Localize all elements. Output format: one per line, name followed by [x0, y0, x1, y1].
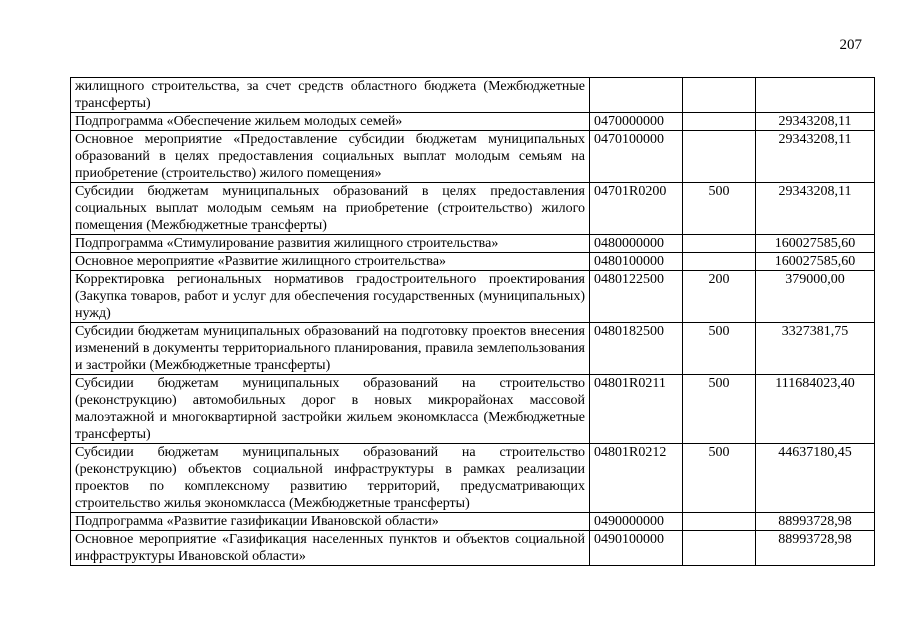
- amount-cell: 3327381,75: [756, 323, 875, 375]
- expense-type-cell: 200: [683, 271, 756, 323]
- expense-type-cell: [683, 253, 756, 271]
- amount-cell: 160027585,60: [756, 235, 875, 253]
- table-row: [71, 323, 875, 375]
- target-code-cell: 0470100000: [590, 131, 683, 183]
- amount-cell: 29343208,11: [756, 113, 875, 131]
- expense-type-cell: [683, 531, 756, 566]
- amount-cell: 111684023,40: [756, 375, 875, 444]
- table-row: [71, 513, 875, 531]
- target-code-cell: 04701R0200: [590, 183, 683, 235]
- expense-name-cell: Подпрограмма «Развитие газификации Ивановской области»: [71, 513, 590, 531]
- target-code-cell: 0490000000: [590, 513, 683, 531]
- target-code-cell: 0480100000: [590, 253, 683, 271]
- expense-name-cell: Основное мероприятие «Газификация населенных пунктов и объектов социальной инфраструктуры Ивановской области»: [71, 531, 590, 566]
- expense-type-cell: [683, 235, 756, 253]
- table-row: [71, 253, 875, 271]
- table-row: [71, 375, 875, 444]
- expense-name-cell: Субсидии бюджетам муниципальных образований на подготовку проектов внесения изменений в документы территориального планирования, правила землепользования и застройки (Межбюджетные трансферты): [71, 323, 590, 375]
- page-number: 207: [839, 37, 862, 53]
- target-code-cell: [590, 78, 683, 113]
- table-row: [71, 531, 875, 566]
- amount-cell: 44637180,45: [756, 444, 875, 513]
- amount-cell: 160027585,60: [756, 253, 875, 271]
- table-row: [71, 78, 875, 113]
- table-row: [71, 444, 875, 513]
- expense-type-cell: 500: [683, 375, 756, 444]
- amount-cell: 29343208,11: [756, 131, 875, 183]
- amount-cell: 88993728,98: [756, 531, 875, 566]
- table-row: [71, 131, 875, 183]
- amount-cell: 379000,00: [756, 271, 875, 323]
- expense-type-cell: [683, 513, 756, 531]
- expense-type-cell: [683, 78, 756, 113]
- expense-name-cell: Субсидии бюджетам муниципальных образований на строительство (реконструкцию) автомобильных дорог в новых микрорайонах массовой малоэтажной и многоквартирной застройки жильем экономкласса (Межбюджетные трансферты): [71, 375, 590, 444]
- target-code-cell: 04801R0212: [590, 444, 683, 513]
- target-code-cell: 0470000000: [590, 113, 683, 131]
- expense-name-cell: Субсидии бюджетам муниципальных образований на строительство (реконструкцию) объектов социальной инфраструктуры в рамках реализации проектов по комплексному развитию территорий, предусматривающих строительство жилья экономкласса (Межбюджетные трансферты): [71, 444, 590, 513]
- expense-name-cell: жилищного строительства, за счет средств областного бюджета (Межбюджетные трансферты): [71, 78, 590, 113]
- amount-cell: [756, 78, 875, 113]
- budget-table: [70, 77, 875, 566]
- target-code-cell: 0490100000: [590, 531, 683, 566]
- expense-name-cell: Основное мероприятие «Развитие жилищного строительства»: [71, 253, 590, 271]
- expense-name-cell: Основное мероприятие «Предоставление субсидии бюджетам муниципальных образований в целях предоставления социальных выплат молодым семьям на приобретение (строительство) жилого помещения»: [71, 131, 590, 183]
- amount-cell: 29343208,11: [756, 183, 875, 235]
- expense-name-cell: Подпрограмма «Стимулирование развития жилищного строительства»: [71, 235, 590, 253]
- expense-type-cell: 500: [683, 183, 756, 235]
- table-row: [71, 271, 875, 323]
- expense-name-cell: Субсидии бюджетам муниципальных образований в целях предоставления социальных выплат молодым семьям на приобретение (строительство) жилого помещения (Межбюджетные трансферты): [71, 183, 590, 235]
- expense-name-cell: Подпрограмма «Обеспечение жильем молодых семей»: [71, 113, 590, 131]
- table-row: [71, 183, 875, 235]
- table-row: [71, 113, 875, 131]
- expense-type-cell: 500: [683, 444, 756, 513]
- expense-type-cell: 500: [683, 323, 756, 375]
- expense-type-cell: [683, 131, 756, 183]
- amount-cell: 88993728,98: [756, 513, 875, 531]
- table-row: [71, 235, 875, 253]
- target-code-cell: 04801R0211: [590, 375, 683, 444]
- target-code-cell: 0480182500: [590, 323, 683, 375]
- expense-name-cell: Корректировка региональных нормативов градостроительного проектирования (Закупка товаров, работ и услуг для обеспечения государственных (муниципальных) нужд): [71, 271, 590, 323]
- target-code-cell: 0480000000: [590, 235, 683, 253]
- target-code-cell: 0480122500: [590, 271, 683, 323]
- expense-type-cell: [683, 113, 756, 131]
